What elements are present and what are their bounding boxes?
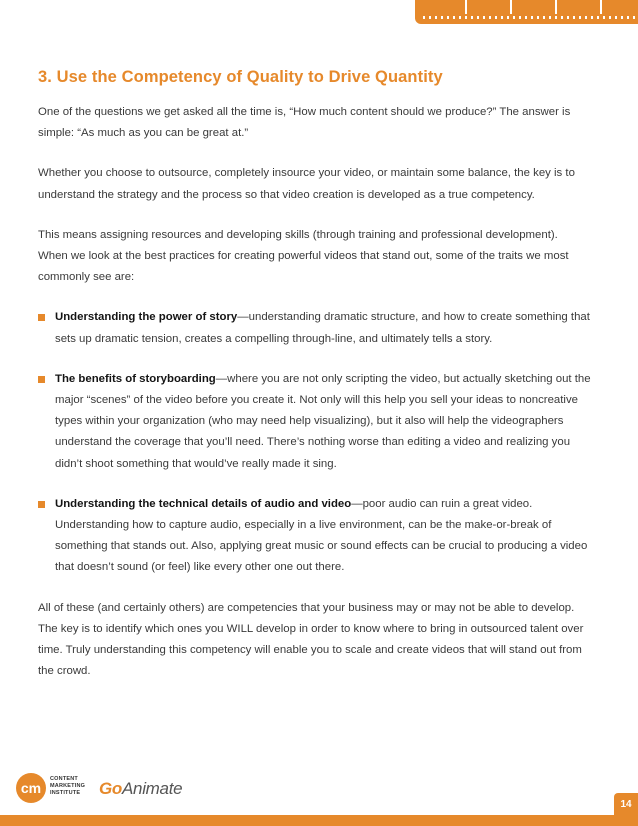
list-item-title: Understanding the technical details of audio and video <box>55 497 352 510</box>
paragraph-conclusion: All of these (and certainly others) are competencies that your business may or may not be able to develop. The key is to identify which ones you WILL develop in order to know where to bring in outsourced talent over time. Truly understanding this competency will enable you to scale and create videos that will stand out from the crowd. <box>38 601 584 678</box>
cmi-logo-line: MARKETING <box>50 783 86 789</box>
list-item-text: —where you are not only scripting the video, but actually sketching out the major “scenes” of the video before you create it. Not only will this help you sell your ideas to noncreative types within your organization (who may need help visualizing), but it also will help the videographers understand the coverage that you’ll need. There’s nothing worse than editing a video and realizing you didn’t shoot something that would’ve really made it sing. <box>55 372 591 470</box>
page-content <box>38 68 594 701</box>
paragraph-intro: One of the questions we get asked all the time is, “How much content should we produce?” The answer is simple: “As much as you can be great at.” <box>38 106 571 140</box>
paragraph-strategy: Whether you choose to outsource, completely insource your video, or maintain some balance, the key is to understand the strategy and the process so that video creation is developed as a true competency. <box>38 167 575 201</box>
list-item-title: The benefits of storyboarding <box>55 372 216 385</box>
cmi-logo-icon: cm <box>16 773 46 803</box>
paragraph-resources-line1: This means assigning resources and developing skills (through training and professional development). <box>38 228 558 241</box>
film-frame-divider <box>510 0 512 14</box>
list-item-text: —understanding dramatic structure, and how to create something that sets up dramatic tension, creates a compelling through-line, and ultimately tells a story. <box>55 311 590 345</box>
list-item-title: Understanding the power of story <box>55 311 238 324</box>
list-item <box>38 369 594 475</box>
cmi-logo-text <box>50 776 85 797</box>
cmi-logo-line: CONTENT <box>50 776 78 782</box>
list-item-text: —poor audio can ruin a great video. Understanding how to capture audio, especially in a live environment, can be the make-or-break of something that stands out. Also, applying great music or sound effects can be crucial to producing a video that doesn’t sound (or feel) like every other one out there. <box>55 497 588 574</box>
film-frame-divider <box>465 0 467 14</box>
film-frame-divider <box>600 0 602 14</box>
goanimate-logo-go: Go <box>99 779 123 798</box>
traits-list <box>38 307 594 578</box>
filmstrip-decoration <box>415 0 638 24</box>
paragraph-resources-line2: When we look at the best practices for creating powerful videos that stand out, some of the traits we most commonly see are: <box>38 250 569 284</box>
goanimate-logo <box>99 779 182 799</box>
footer-bar <box>0 815 638 826</box>
film-frame-divider <box>555 0 557 14</box>
section-heading: 3. Use the Competency of Quality to Drive Quantity <box>38 68 443 86</box>
film-sprocket-holes <box>423 16 638 19</box>
list-item <box>38 494 594 579</box>
footer-logos <box>16 773 186 807</box>
square-bullet-icon <box>38 314 45 321</box>
square-bullet-icon <box>38 501 45 508</box>
goanimate-logo-rest: Animate <box>122 779 183 798</box>
square-bullet-icon <box>38 376 45 383</box>
paragraph-resources <box>38 225 594 289</box>
cmi-logo-line: INSTITUTE <box>50 790 81 796</box>
page-number: 14 <box>614 793 638 815</box>
list-item <box>38 307 594 349</box>
